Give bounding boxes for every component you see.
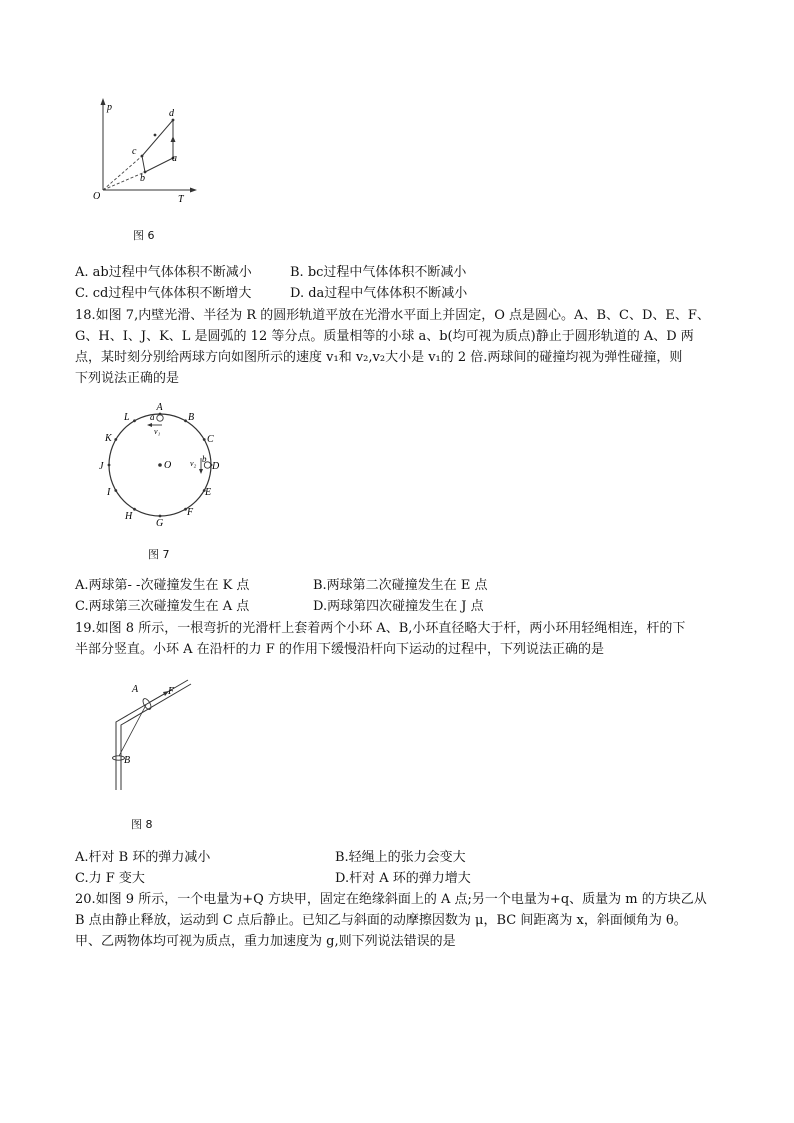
label-D: D <box>212 461 220 472</box>
figure-7-caption: 图 7 <box>148 548 170 561</box>
label-F: F <box>187 507 194 518</box>
label-K: K <box>105 433 112 444</box>
figure-6-pt-diagram <box>85 92 205 212</box>
q17-option-d: D. da过程中气体体积不断减小 <box>290 286 468 301</box>
label-ball-b: b <box>202 454 207 464</box>
label-I: I <box>107 487 111 498</box>
label-O: O <box>164 460 172 471</box>
label-C: C <box>207 434 214 445</box>
label-H: H <box>125 511 133 522</box>
q18-stem-line-3: 点，某时刻分别给两球方向如图所示的速度 v₁和 v₂,v₂大小是 v₁的 2 倍.两球间的碰撞均视为弹性碰撞，则 <box>75 350 683 365</box>
axis-t-label: T <box>178 194 184 205</box>
label-v2: v₂ <box>190 459 197 468</box>
point-a-label: a <box>172 153 177 164</box>
figure-8-caption: 图 8 <box>131 818 153 831</box>
point-b-label: b <box>140 173 145 184</box>
q20-stem-line-2: B 点由静止释放，运动到 C 点后静止。已知乙与斜面的动摩擦因数为 μ，BC 间距离为 x，斜面倾角为 θ。 <box>75 913 687 928</box>
label-ring-B: B <box>124 755 131 766</box>
q18-stem-line-2: G、H、I、J、K、L 是圆弧的 12 等分点。质量相等的小球 a、b(均可视为质点)静止于圆形轨道的 A、D 两 <box>75 329 694 344</box>
figure-7-circular-track <box>90 398 230 532</box>
q19-stem-line-1: 19.如图 8 所示，一根弯折的光滑杆上套着两个小环 A、B,小环直径略大于杆，两小环用轻绳相连，杆的下 <box>75 621 686 636</box>
point-d-label: d <box>169 108 174 119</box>
q18-option-a: A.两球第- -次碰撞发生在 K 点 <box>75 578 250 593</box>
q18-stem-line-4: 下列说法正确的是 <box>75 371 180 386</box>
q20-stem-line-1: 20.如图 9 所示，一个电量为+Q 方块甲，固定在绝缘斜面上的 A 点;另一个电量为+q、质量为 m 的方块乙从 <box>75 892 707 907</box>
label-J: J <box>99 461 104 472</box>
label-G: G <box>156 518 164 529</box>
label-ring-A: A <box>132 684 139 695</box>
label-ball-a: a <box>150 412 155 422</box>
origin-label: O <box>93 191 101 202</box>
label-A: A <box>156 402 163 413</box>
point-c-label: c <box>132 146 137 157</box>
q17-option-b: B. bc过程中气体体积不断减小 <box>290 265 467 280</box>
label-B: B <box>188 412 195 423</box>
figure-6-caption: 图 6 <box>133 229 155 242</box>
label-v1: v₁ <box>154 427 161 436</box>
q18-option-d: D.两球第四次碰撞发生在 J 点 <box>313 599 484 614</box>
q19-stem-line-2: 半部分竖直。小环 A 在沿杆的力 F 的作用下缓慢沿杆向下运动的过程中，下列说法正确的是 <box>75 642 604 657</box>
label-E: E <box>205 487 212 498</box>
q19-option-d: D.杆对 A 环的弹力增大 <box>335 871 471 886</box>
label-L: L <box>124 412 130 423</box>
q18-stem-line-1: 18.如图 7,内壁光滑、半径为 R 的圆形轨道平放在光滑水平面上并固定，O 点是圆心。A、B、C、D、E、F、 <box>75 308 710 323</box>
q19-option-a: A.杆对 B 环的弹力减小 <box>75 850 211 865</box>
q18-option-b: B.两球第二次碰撞发生在 E 点 <box>313 578 488 593</box>
q17-option-a: A. ab过程中气体体积不断减小 <box>75 265 252 280</box>
q19-option-c: C.力 F 变大 <box>75 871 145 886</box>
q17-option-c: C. cd过程中气体体积不断增大 <box>75 286 252 301</box>
figure-8-bent-rod <box>110 672 220 800</box>
q19-option-b: B.轻绳上的张力会变大 <box>335 850 466 865</box>
q18-option-c: C.两球第三次碰撞发生在 A 点 <box>75 599 250 614</box>
axis-p-label: p <box>107 102 112 113</box>
label-force-F: F <box>168 686 175 697</box>
q20-stem-line-3: 甲、乙两物体均可视为质点，重力加速度为 g,则下列说法错误的是 <box>75 934 456 949</box>
